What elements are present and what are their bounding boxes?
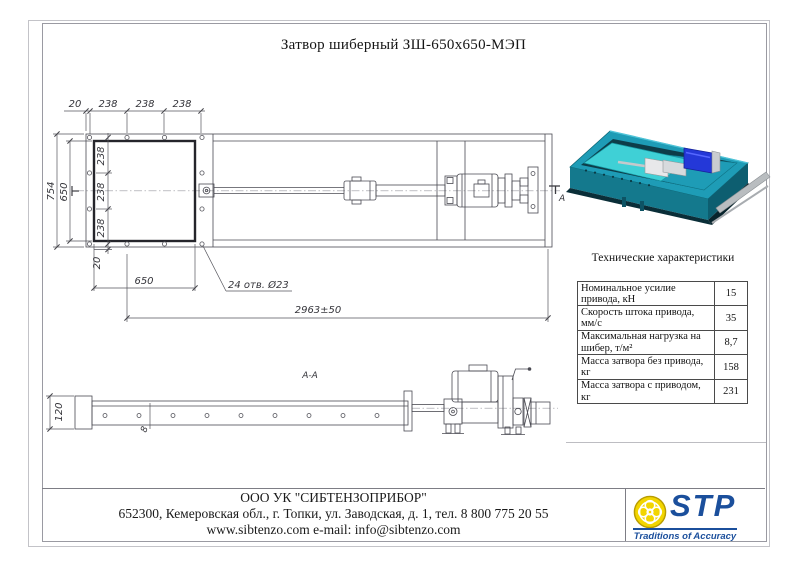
dim-238-1: 238 bbox=[98, 99, 118, 110]
spec-name: Номинальное усилие привода, кН bbox=[578, 282, 715, 306]
top-view bbox=[46, 99, 565, 322]
page-title: Затвор шиберный ЗШ-650х650-МЭП bbox=[280, 37, 527, 53]
dim-754: 754 bbox=[46, 181, 57, 201]
dim-overall: 2963±50 bbox=[294, 305, 342, 316]
dim-238-2: 238 bbox=[135, 99, 155, 110]
spec-value: 8,7 bbox=[715, 330, 748, 354]
spec-value: 231 bbox=[715, 379, 748, 403]
side-view-holes bbox=[103, 414, 379, 418]
spec-name: Масса затвора с приводом, кг bbox=[578, 379, 715, 403]
top-dim-chain bbox=[64, 99, 205, 134]
section-label: А-А bbox=[302, 371, 318, 381]
table-row bbox=[578, 282, 748, 306]
actuator-plan bbox=[199, 167, 538, 213]
dim-238-v3: 238 bbox=[96, 218, 107, 238]
dim-20-top: 20 bbox=[68, 99, 82, 110]
stp-tagline: Traditions of Accuracy bbox=[633, 528, 737, 542]
holes-note: 24 отв. Ø23 bbox=[228, 280, 289, 291]
company-info bbox=[42, 489, 625, 541]
side-view-dims bbox=[46, 393, 151, 434]
company-name: ООО УК "СИБТЕНЗОПРИБОР" bbox=[240, 490, 427, 505]
section-cut-mark bbox=[72, 186, 565, 204]
dim-238-v2: 238 bbox=[96, 182, 107, 202]
dim-238-v1: 238 bbox=[96, 146, 107, 166]
dim-650-left: 650 bbox=[59, 182, 70, 202]
spec-value: 15 bbox=[715, 282, 748, 306]
table-row bbox=[578, 379, 748, 403]
bottom-dims bbox=[91, 244, 550, 322]
dim-238-3: 238 bbox=[172, 99, 192, 110]
logo-cell bbox=[625, 489, 765, 541]
spec-name: Масса затвора без привода, кг bbox=[578, 355, 715, 379]
dim-650-bottom: 650 bbox=[134, 276, 154, 287]
table-row bbox=[578, 306, 748, 330]
stp-logo-text: STP bbox=[670, 488, 737, 523]
side-view bbox=[46, 365, 558, 435]
left-dims bbox=[46, 131, 92, 249]
dim-20-bottom: 20 bbox=[92, 256, 103, 270]
company-web: www.sibtenzo.com e-mail: info@sibtenzo.com bbox=[206, 522, 461, 538]
company-address: 652300, Кемеровская обл., г. Топки, ул. Заводская, д. 1, тел. 8 800 775 20 55 bbox=[118, 506, 549, 522]
spec-name: Максимальная нагрузка на шибер, т/м² bbox=[578, 330, 715, 354]
spec-value: 158 bbox=[715, 355, 748, 379]
dim-8: 8 bbox=[139, 425, 151, 435]
table-row bbox=[578, 355, 748, 379]
specs-block bbox=[577, 252, 749, 404]
title-block bbox=[42, 488, 765, 541]
valve-3d-render bbox=[566, 131, 770, 225]
dim-120: 120 bbox=[54, 402, 65, 422]
section-mark-a: А bbox=[559, 194, 566, 204]
table-row bbox=[578, 330, 748, 354]
specs-table bbox=[577, 281, 748, 404]
spec-value: 35 bbox=[715, 306, 748, 330]
specs-title: Технические характеристики bbox=[591, 252, 735, 264]
spec-name: Скорость штока привода, мм/с bbox=[578, 306, 715, 330]
actuator-side bbox=[404, 365, 550, 435]
